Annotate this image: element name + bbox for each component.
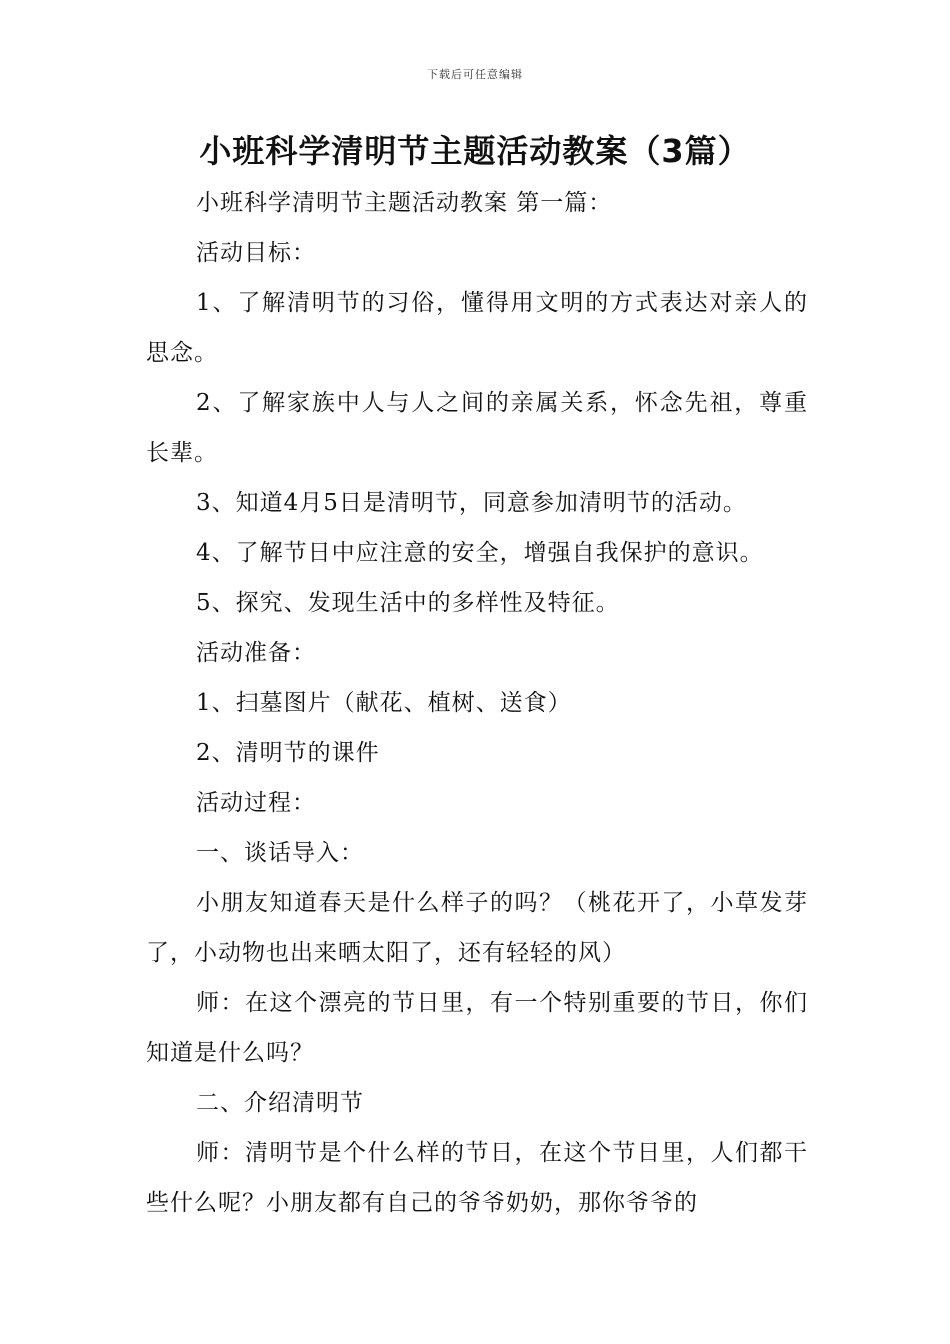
document-body — [146, 178, 808, 1228]
paragraph-step-2-heading: 二、介绍清明节 — [196, 1090, 364, 1116]
paragraph-goal-2: 2、了解家族中人与人之间的亲属关系，怀念先祖，尊重长辈。 — [146, 390, 808, 466]
paragraph-goal-1: 1、了解清明节的习俗，懂得用文明的方式表达对亲人的思念。 — [146, 290, 808, 366]
paragraph-intro: 小班科学清明节主题活动教案 第一篇： — [196, 190, 613, 216]
paragraph-step-1-heading: 一、谈话导入： — [196, 840, 364, 866]
paragraph-step-1-teacher: 师：在这个漂亮的节日里，有一个特别重要的节日，你们知道是什么吗？ — [146, 990, 808, 1066]
paragraph-step-2-teacher: 师：清明节是个什么样的节日，在这个节日里，人们都干些什么呢？小朋友都有自己的爷爷奶奶，那你爷爷的 — [146, 1140, 808, 1216]
header-note: 下载后可任意编辑 — [427, 68, 523, 81]
paragraph-goal-3: 3、知道4月5日是清明节，同意参加清明节的活动。 — [196, 490, 747, 516]
paragraph-goals-heading: 活动目标： — [196, 240, 316, 266]
document-title: 小班科学清明节主题活动教案（3篇） — [199, 132, 751, 170]
paragraph-goal-4: 4、了解节日中应注意的安全，增强自我保护的意识。 — [196, 540, 764, 566]
paragraph-prep-1: 1、扫墓图片（献花、植树、送食） — [196, 690, 572, 716]
paragraph-prep-heading: 活动准备： — [196, 640, 316, 666]
paragraph-prep-2: 2、清明节的课件 — [196, 740, 380, 766]
paragraph-process-heading: 活动过程： — [196, 790, 316, 816]
paragraph-step-1-question: 小朋友知道春天是什么样子的吗？（桃花开了，小草发芽了，小动物也出来晒太阳了，还有轻轻的风） — [146, 890, 808, 966]
paragraph-goal-5: 5、探究、发现生活中的多样性及特征。 — [196, 590, 620, 616]
